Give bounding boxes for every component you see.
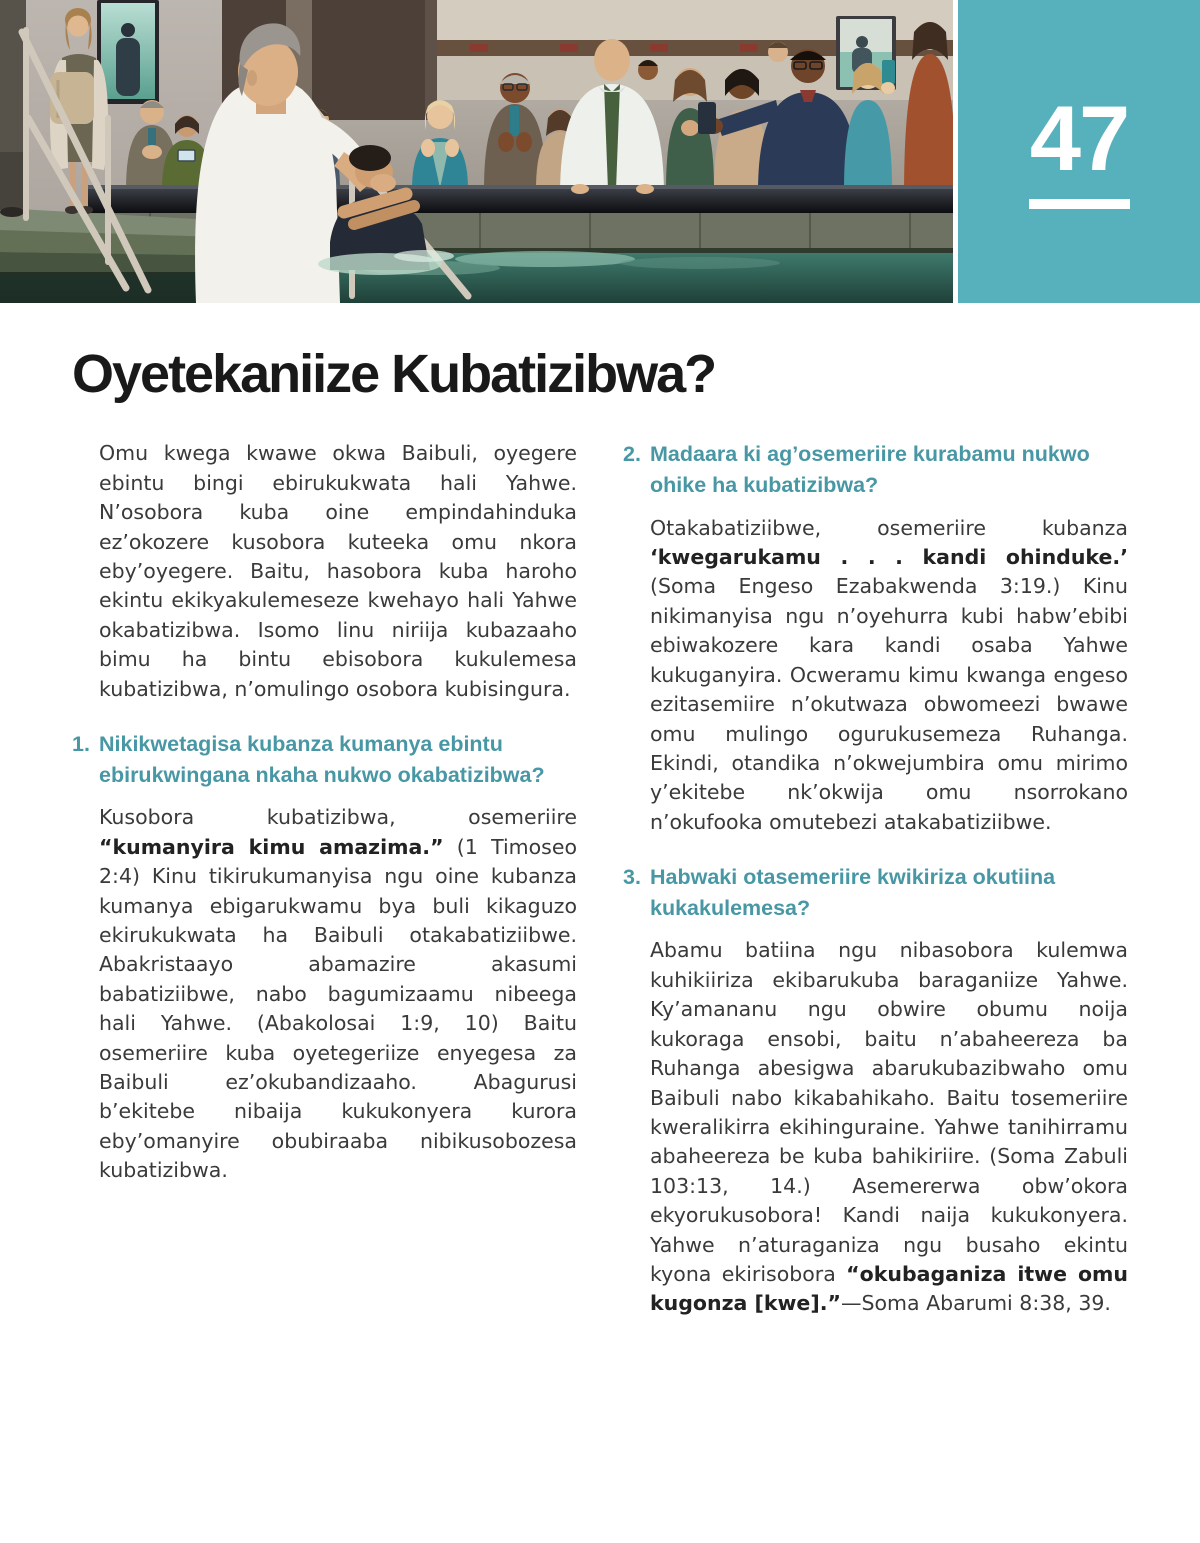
section-2-heading — [623, 439, 1128, 501]
lesson-number-underline — [1029, 199, 1130, 209]
hero-header — [0, 0, 1200, 303]
section-1-number: 1. — [72, 731, 90, 756]
section-2-text-after: (Soma Engeso Ezabakwenda 3:19.) Kinu nikimanyisa ngu n’oyehurra kubi habw’ebibi ebiwakozere kara kandi osaba Yahwe kukuganyira. Ocweramu kimu kwanga engeso ezitasemiire n’okutwaza obwomeezi bwawe omu mulingo ogurukusemeza Ruhanga. Ekindi, otandika n’okwejumbira omu mirimo y’ekitebe nk’okwija omu nsorrokano n’okufooka omutebezi atakabatiziibwe. — [650, 574, 1128, 834]
section-1-paragraph — [99, 803, 577, 1185]
page-title: Oyetekaniize Kubatizibwa? — [72, 344, 716, 404]
section-3-text-before: Abamu batiina ngu nibasobora kulemwa kuhikiiriza ekibarukuba baraganiize Yahwe. Ky’amananu ngu obwire obumu noija kukoraga ensobi, baitu n’abaheereza ba Ruhanga abesigwa abarukubazibwaho omu Baibuli nabo kikabahikaho. Baitu tosemeriire kweralikirra ekihinguraine. Yahwe tanihirramu abaheereza be kuba bahikiriire. (Soma Zabuli 103:13, 14.) Asemererwa obw’okora ekyorukusobora! Kandi naija kukukonyera. Yahwe n’aturaganiza ngu busaho ekintu kyona ekirisobora — [650, 938, 1128, 1286]
section-3 — [623, 862, 1128, 1319]
intro-paragraph: Omu kwega kwawe okwa Baibuli, oyegere ebintu bingi ebirukukwata hali Yahwe. N’osobora kuba oine empindahinduka ez’okozere kusobora kuteeka omu nkora eby’oyegere. Baitu, hasobora kuba haroho ekintu ekikyakulemeseze kwehayo hali Yahwe okabatizibwa. Isomo linu niriija kubazaaho bimu ha bintu ebisobora kukulemesa kubatizibwa, n’omulingo osobora kubisingura. — [99, 441, 577, 701]
section-1-text-before: Kusobora kubatizibwa, osemeriire — [99, 805, 577, 830]
section-1-scripture-quote: “kumanyira kimu amazima.” — [99, 834, 444, 859]
section-2 — [623, 439, 1128, 837]
section-3-scripture-quote: “okubaganiza itwe omu kugonza [kwe].” — [650, 1261, 1128, 1316]
section-2-number: 2. — [623, 442, 641, 467]
lesson-number: 47 — [1029, 88, 1129, 191]
section-1-text-after: (1 Timoseo 2:4) Kinu tikirukumanyisa ngu oine kubanza kumanya ebigarukwamu bya buli kikaguzo ekirukukwata ha Baibuli otakabatiziibwe. Abakristaayo abamazire akasumi babatiziibwe, nabo bagumizaamu nibeega hali Yahwe. (Abakolosai 1:9, 10) Baitu osemeriire kuba oyetegeriize enyegesa za Baibuli ez’okubandizaaho. Abagurusi b’ekitebe nibaija kukukonyera kurora eby’omanyire obubiraaba nibikusobozesa kubatizibwa. — [99, 834, 577, 1183]
section-3-paragraph — [650, 936, 1128, 1318]
section-1 — [72, 729, 577, 1186]
two-column-text — [72, 439, 1128, 1318]
baptism-photo — [0, 0, 953, 303]
section-3-text-after: —Soma Abarumi 8:38, 39. — [840, 1291, 1111, 1316]
baptism-photo-illustration — [0, 0, 953, 303]
section-2-scripture-quote: ‘kwegarukamu . . . kandi ohinduke.’ — [650, 545, 1128, 570]
section-3-heading — [623, 862, 1128, 924]
section-2-paragraph — [650, 514, 1128, 837]
lesson-number-badge — [958, 0, 1200, 303]
section-2-text-before: Otakabatiziibwe, osemeriire kubanza — [650, 515, 1128, 540]
section-1-heading-text: Nikikwetagisa kubanza kumanya ebintu ebirukwingana nkaha nukwo okabatizibwa? — [99, 731, 545, 788]
lesson-content — [0, 345, 1200, 1319]
section-1-heading — [72, 729, 577, 791]
section-2-heading-text: Madaara ki ag’osemeriire kurabamu nukwo ohike ha kubatizibwa? — [650, 442, 1090, 498]
section-3-heading-text: Habwaki otasemeriire kwikiriza okutiina kukakulemesa? — [650, 865, 1056, 921]
section-3-number: 3. — [623, 865, 641, 890]
